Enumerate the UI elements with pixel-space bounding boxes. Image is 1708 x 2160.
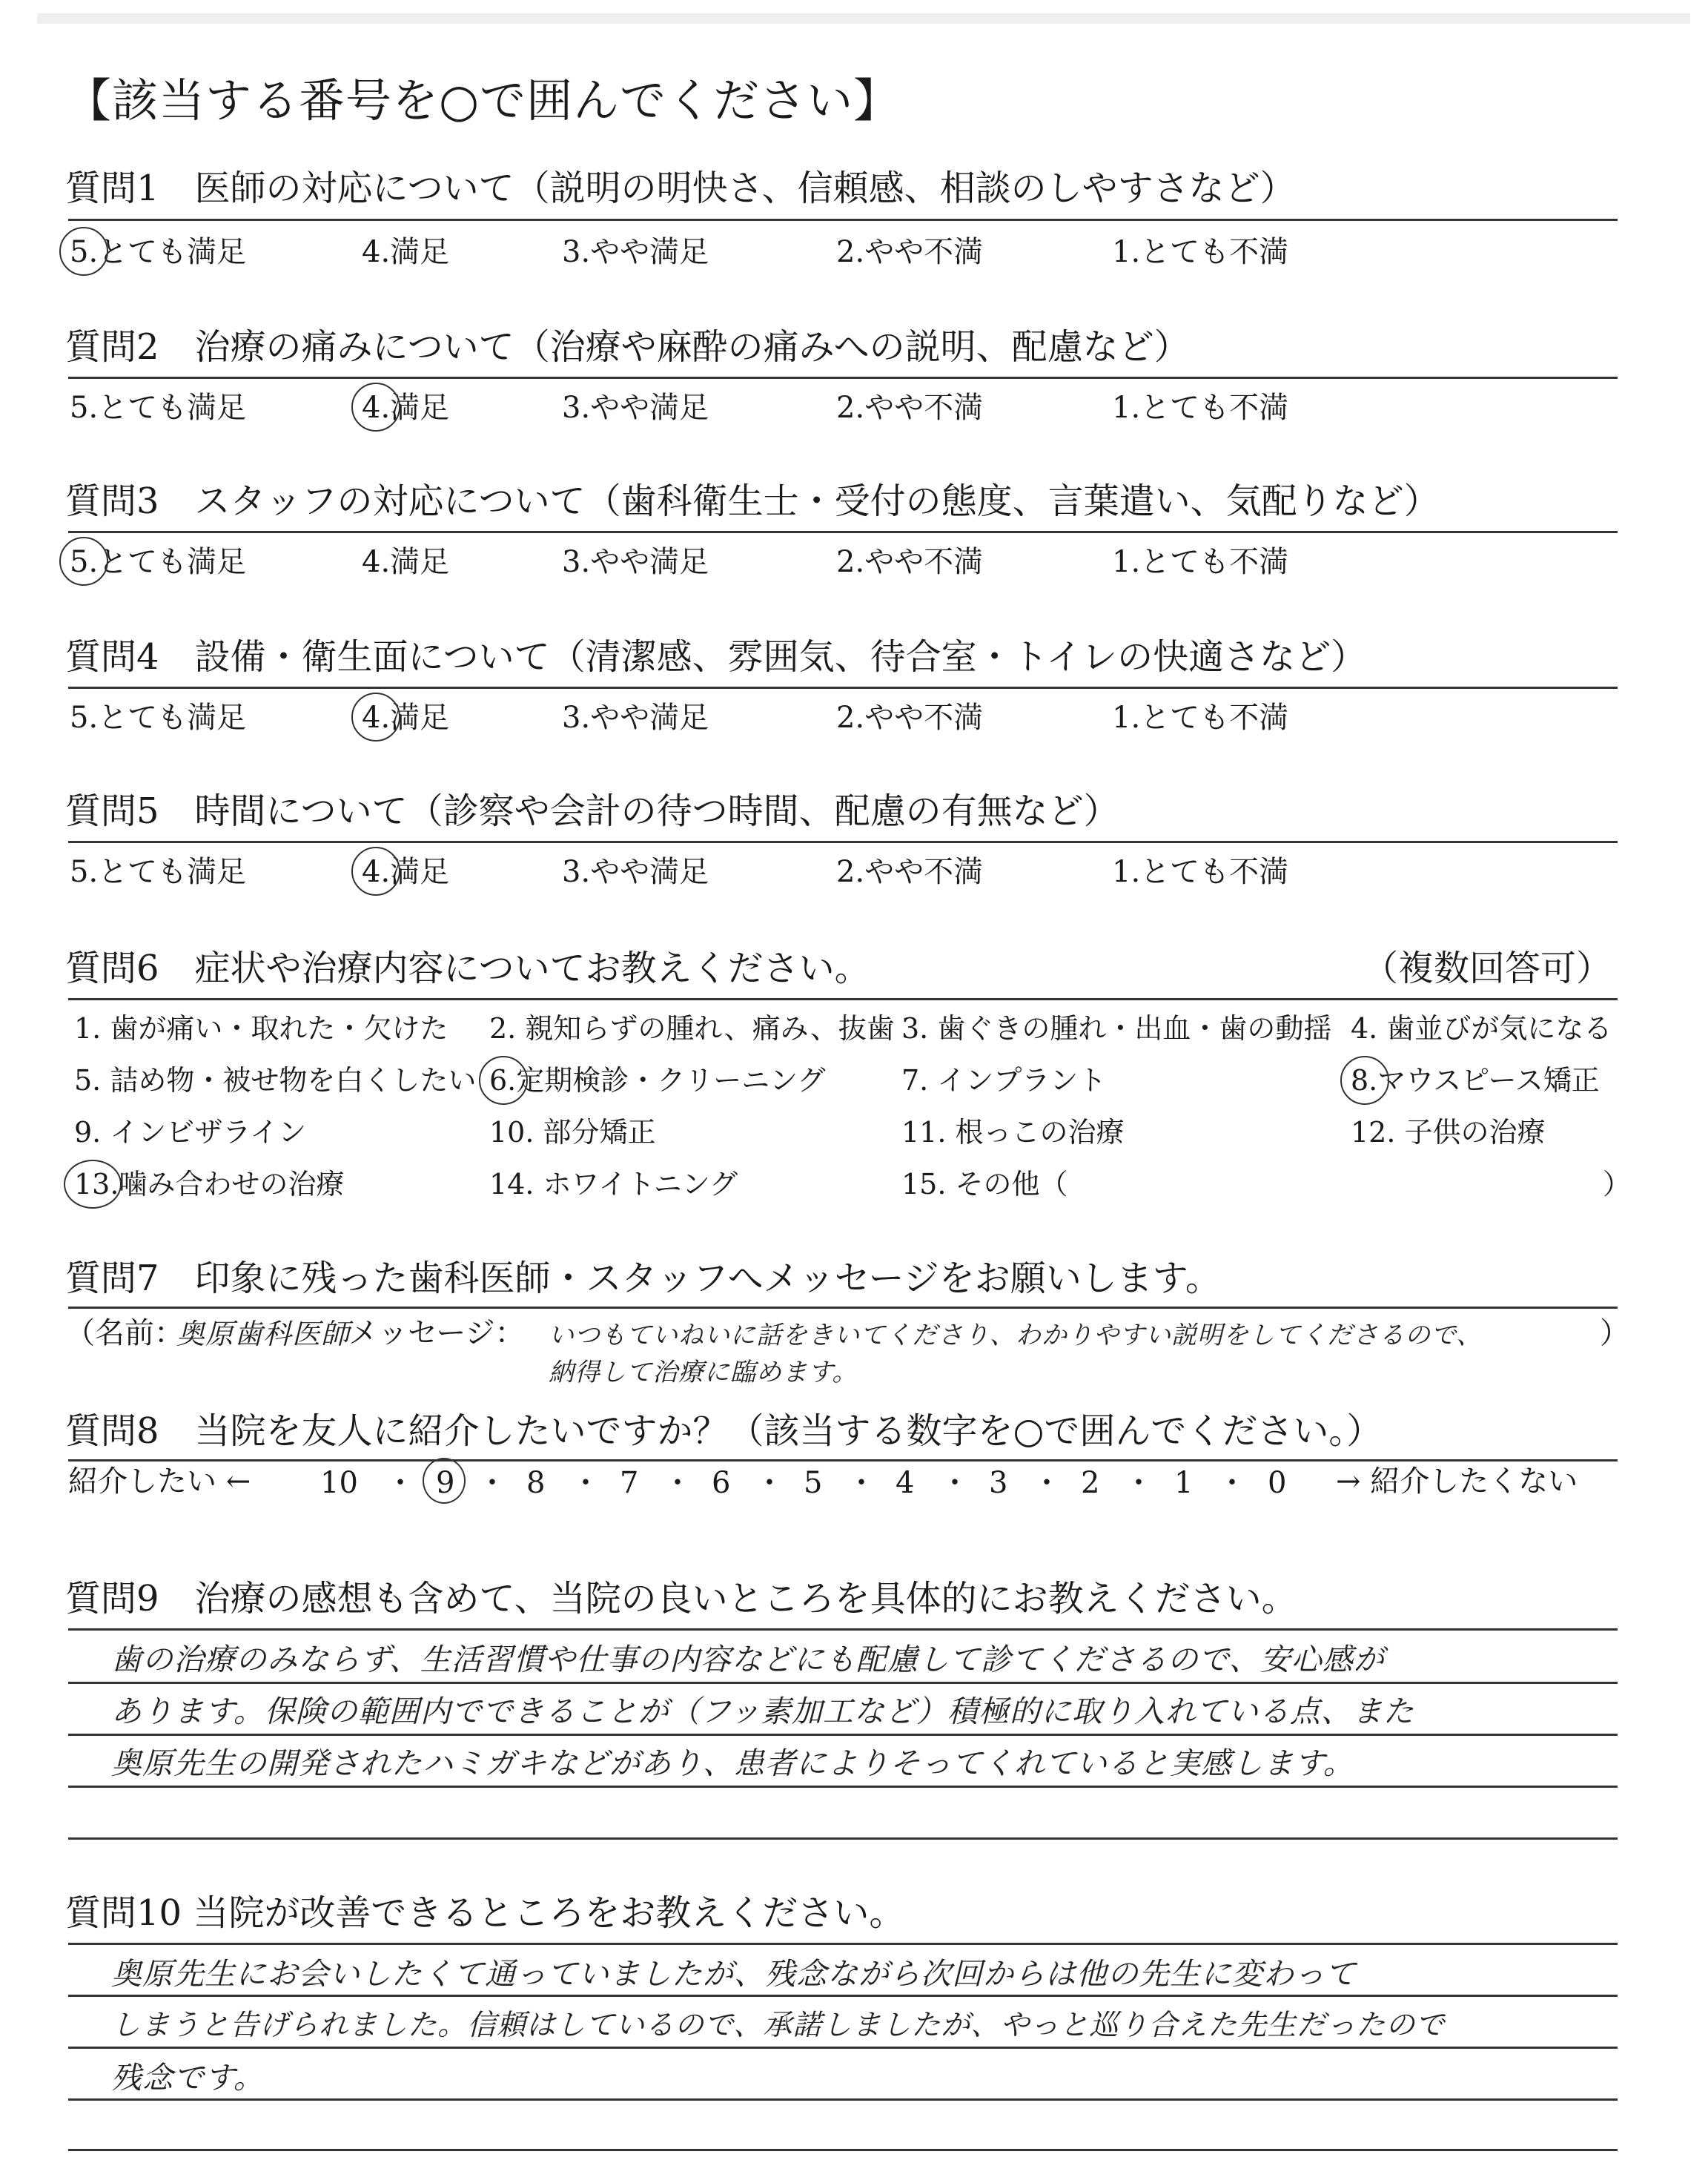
q10-answer-line-3[interactable]: 残念です。 bbox=[111, 2060, 265, 2095]
q8-separator: ・ bbox=[1032, 1466, 1062, 1500]
q1-title: 質問1 医師の対応について（説明の明快さ、信頼感、相談のしやすさなど） bbox=[65, 168, 1296, 209]
q10-answer-line-2[interactable]: しまうと告げられました。信頼はしているので、承諾しましたが、やっと巡り合えた先生だったので bbox=[111, 2009, 1446, 2042]
q8-separator: ・ bbox=[755, 1466, 784, 1500]
q3-option-4[interactable]: 4.満足 bbox=[362, 545, 450, 579]
q9-answer-line-3[interactable]: 奥原先生の開発されたハミガキなどがあり、患者によりそってくれていると実感します。 bbox=[111, 1745, 1354, 1781]
q1-option-5[interactable]: 5.とても満足 bbox=[70, 237, 246, 267]
q7-message-line-2[interactable]: 納得して治療に臨めます。 bbox=[549, 1358, 858, 1387]
q3-option-5[interactable]: 5.とても満足 bbox=[70, 547, 246, 577]
q10-rule-2 bbox=[68, 1995, 1618, 1997]
q6-item-7[interactable]: 7. インプラント bbox=[901, 1064, 1107, 1097]
q1-answer-circle bbox=[59, 227, 108, 276]
q8-scale-0[interactable]: 0 bbox=[1268, 1466, 1287, 1500]
q6-item-10[interactable]: 10. 部分矯正 bbox=[489, 1116, 656, 1149]
q8-left-label: 紹介したい ← bbox=[68, 1464, 251, 1499]
q5-option-5[interactable]: 5.とても満足 bbox=[70, 855, 247, 889]
q8-separator: ・ bbox=[1124, 1466, 1153, 1500]
q8-scale-3[interactable]: 3 bbox=[989, 1466, 1008, 1500]
q4-title: 質問4 設備・衛生面について（清潔感、雰囲気、待合室・トイレの快適さなど） bbox=[65, 636, 1367, 678]
q2-option-3[interactable]: 3.やや満足 bbox=[562, 391, 709, 425]
q8-title: 質問8 当院を友人に紹介したいですか？（該当する数字を○で囲んでください。） bbox=[65, 1410, 1383, 1452]
q4-rule bbox=[68, 687, 1618, 689]
q8-scale-9[interactable]: 9 bbox=[436, 1468, 454, 1498]
q1-option-3[interactable]: 3.やや満足 bbox=[562, 235, 709, 269]
q8-scale-8[interactable]: 8 bbox=[526, 1466, 546, 1500]
q5-answer-circle bbox=[351, 847, 400, 896]
q2-title: 質問2 治療の痛みについて（治療や麻酔の痛みへの説明、配慮など） bbox=[65, 326, 1190, 368]
q1-option-4[interactable]: 4.満足 bbox=[362, 235, 450, 269]
q10-rule-3 bbox=[68, 2047, 1618, 2049]
q6-item-13[interactable]: 13.噛み合わせの治療 bbox=[74, 1170, 344, 1198]
q6-title: 質問6 症状や治療内容についてお教えください。 bbox=[65, 948, 870, 989]
q9-rule-3 bbox=[68, 1734, 1618, 1736]
q5-option-4[interactable]: 4.満足 bbox=[362, 857, 449, 887]
q8-separator: ・ bbox=[847, 1466, 876, 1500]
q8-scale-7[interactable]: 7 bbox=[620, 1466, 639, 1500]
q6-item-12[interactable]: 12. 子供の治療 bbox=[1351, 1116, 1546, 1149]
scan-edge-band bbox=[37, 13, 1690, 24]
q2-option-5[interactable]: 5.とても満足 bbox=[70, 391, 247, 425]
q9-title: 質問9 治療の感想も含めて、当院の良いところを具体的にお教えください。 bbox=[65, 1578, 1297, 1619]
q6-item-9[interactable]: 9. インビザライン bbox=[74, 1116, 307, 1149]
q5-option-1[interactable]: 1.とても不満 bbox=[1112, 855, 1289, 889]
q8-scale-10[interactable]: 10 bbox=[320, 1466, 358, 1500]
q6-item-5[interactable]: 5. 詰め物・被せ物を白くしたい bbox=[74, 1064, 477, 1097]
q6-item-4[interactable]: 4. 歯並びが気になる bbox=[1351, 1012, 1612, 1045]
q6-multi-answer-note: （複数回答可） bbox=[1362, 948, 1612, 989]
q7-close-paren: ） bbox=[1600, 1316, 1629, 1350]
q4-option-1[interactable]: 1.とても不満 bbox=[1112, 701, 1289, 735]
q7-message-line-1[interactable]: いつもていねいに話をきいてくださり、わかりやすい説明をしてくださるので、 bbox=[549, 1321, 1483, 1350]
q8-separator: ・ bbox=[571, 1466, 600, 1500]
q8-scale-4[interactable]: 4 bbox=[896, 1466, 915, 1500]
q6-item-6[interactable]: 6.定期検診・クリーニング bbox=[489, 1066, 826, 1094]
q2-answer-circle bbox=[351, 383, 400, 432]
q7-message-label: メッセージ： bbox=[348, 1316, 525, 1350]
q1-option-1[interactable]: 1.とても不満 bbox=[1112, 235, 1289, 269]
q3-option-1[interactable]: 1.とても不満 bbox=[1112, 545, 1289, 579]
q4-option-4[interactable]: 4.満足 bbox=[362, 703, 449, 733]
q6-item-14[interactable]: 14. ホワイトニング bbox=[489, 1168, 738, 1200]
q1-option-2[interactable]: 2.やや不満 bbox=[836, 235, 984, 269]
q5-option-2[interactable]: 2.やや不満 bbox=[836, 855, 984, 889]
q6-item-11[interactable]: 11. 根っこの治療 bbox=[901, 1116, 1125, 1149]
q10-rule-5 bbox=[68, 2149, 1618, 2151]
q6-item-8-circle bbox=[1340, 1056, 1389, 1105]
form-instruction: 【該当する番号を○で囲んでください】 bbox=[65, 73, 901, 128]
q8-separator: ・ bbox=[940, 1466, 970, 1500]
q7-title: 質問7 印象に残った歯科医師・スタッフへメッセージをお願いします。 bbox=[65, 1258, 1221, 1299]
q8-answer-circle bbox=[423, 1458, 466, 1504]
q4-option-2[interactable]: 2.やや不満 bbox=[836, 701, 984, 735]
q10-rule-1 bbox=[68, 1943, 1618, 1945]
q9-rule-5 bbox=[68, 1837, 1618, 1840]
q8-separator: ・ bbox=[385, 1466, 415, 1500]
q3-title: 質問3 スタッフの対応について（歯科衛生士・受付の態度、言葉遣い、気配りなど） bbox=[65, 480, 1440, 522]
q8-scale-1[interactable]: 1 bbox=[1174, 1466, 1194, 1500]
q6-rule bbox=[68, 998, 1618, 1000]
q6-item-13-circle bbox=[64, 1160, 122, 1209]
q3-option-2[interactable]: 2.やや不満 bbox=[836, 545, 984, 579]
q4-answer-circle bbox=[351, 693, 400, 742]
q6-item-8[interactable]: 8.マウスピース矯正 bbox=[1351, 1066, 1600, 1094]
q6-item-2[interactable]: 2. 親知らずの腫れ、痛み、抜歯 bbox=[489, 1012, 895, 1045]
q9-answer-line-2[interactable]: あります。保険の範囲内でできることが（フッ素加工など）積極的に取り入れている点、また bbox=[111, 1694, 1414, 1729]
q8-scale-2[interactable]: 2 bbox=[1081, 1466, 1100, 1500]
q7-name-label: （名前： bbox=[65, 1316, 184, 1350]
q6-item-3[interactable]: 3. 歯ぐきの腫れ・出血・歯の動揺 bbox=[901, 1012, 1332, 1045]
q3-rule bbox=[68, 531, 1618, 533]
q6-item-1[interactable]: 1. 歯が痛い・取れた・欠けた bbox=[74, 1012, 448, 1045]
q2-option-2[interactable]: 2.やや不満 bbox=[836, 391, 984, 425]
q5-option-3[interactable]: 3.やや満足 bbox=[562, 855, 709, 889]
q8-right-label: → 紹介したくない bbox=[1336, 1464, 1578, 1499]
q8-separator: ・ bbox=[477, 1466, 507, 1500]
q9-rule-2 bbox=[68, 1682, 1618, 1684]
q6-item-6-circle bbox=[479, 1056, 528, 1105]
q9-rule-1 bbox=[68, 1628, 1618, 1631]
q8-rule bbox=[68, 1459, 1618, 1462]
q3-answer-circle bbox=[59, 537, 108, 586]
q8-scale-6[interactable]: 6 bbox=[712, 1466, 731, 1500]
q10-title: 質問10 当院が改善できるところをお教えください。 bbox=[65, 1892, 905, 1934]
q10-rule-4 bbox=[68, 2098, 1618, 2101]
q10-answer-line-1[interactable]: 奥原先生にお会いしたくて通っていましたが、残念ながら次回からは他の先生に変わって bbox=[111, 1956, 1357, 1992]
q2-rule bbox=[68, 377, 1618, 379]
q9-rule-4 bbox=[68, 1786, 1618, 1788]
q8-scale-5[interactable]: 5 bbox=[804, 1466, 823, 1500]
q2-option-1[interactable]: 1.とても不満 bbox=[1112, 391, 1289, 425]
q6-item-15[interactable]: 15. その他（ bbox=[901, 1168, 1068, 1200]
q7-name-value[interactable]: 奥原歯科医師 bbox=[176, 1318, 351, 1350]
q5-title: 質問5 時間について（診察や会計の待つ時間、配慮の有無など） bbox=[65, 790, 1119, 832]
q2-option-4[interactable]: 4.満足 bbox=[362, 393, 449, 423]
q4-option-3[interactable]: 3.やや満足 bbox=[562, 701, 709, 735]
q9-answer-line-1[interactable]: 歯の治療のみならず、生活習慣や仕事の内容などにも配慮して診てくださるので、安心感が bbox=[111, 1642, 1385, 1677]
q8-separator: ・ bbox=[1217, 1466, 1247, 1500]
q8-separator: ・ bbox=[663, 1466, 692, 1500]
q6-item-15-close: ） bbox=[1603, 1168, 1632, 1200]
q5-rule bbox=[68, 841, 1618, 843]
q3-option-3[interactable]: 3.やや満足 bbox=[562, 545, 709, 579]
q4-option-5[interactable]: 5.とても満足 bbox=[70, 701, 247, 735]
q1-rule bbox=[68, 219, 1618, 221]
q7-rule bbox=[68, 1307, 1618, 1309]
